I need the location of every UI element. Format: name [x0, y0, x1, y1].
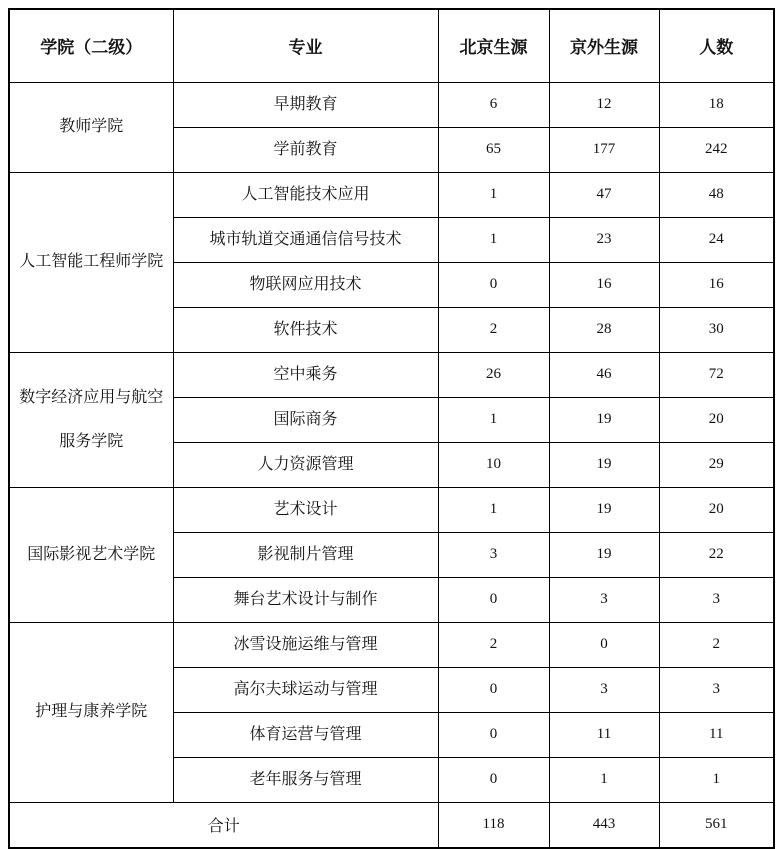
total-count-cell: 20 — [659, 397, 774, 442]
header-college: 学院（二级） — [9, 9, 173, 82]
non-beijing-count-cell: 28 — [549, 307, 659, 352]
non-beijing-count-cell: 19 — [549, 397, 659, 442]
beijing-count-cell: 0 — [438, 577, 549, 622]
total-count-cell: 3 — [659, 667, 774, 712]
non-beijing-count-cell: 1 — [549, 757, 659, 802]
header-row — [9, 9, 774, 82]
beijing-count-cell: 26 — [438, 352, 549, 397]
non-beijing-count-cell: 46 — [549, 352, 659, 397]
total-count-cell: 2 — [659, 622, 774, 667]
major-cell: 舞台艺术设计与制作 — [173, 577, 438, 622]
total-count-cell: 242 — [659, 127, 774, 172]
total-count-cell: 1 — [659, 757, 774, 802]
major-cell: 早期教育 — [173, 82, 438, 127]
major-cell: 人力资源管理 — [173, 442, 438, 487]
beijing-count-cell: 1 — [438, 397, 549, 442]
beijing-count-cell: 1 — [438, 217, 549, 262]
summary-total-cell: 561 — [659, 802, 774, 848]
non-beijing-count-cell: 16 — [549, 262, 659, 307]
summary-label-cell: 合计 — [9, 802, 438, 848]
summary-beijing-cell: 118 — [438, 802, 549, 848]
total-count-cell: 24 — [659, 217, 774, 262]
total-count-cell: 3 — [659, 577, 774, 622]
header-non-beijing-source: 京外生源 — [549, 9, 659, 82]
major-cell: 影视制片管理 — [173, 532, 438, 577]
beijing-count-cell: 1 — [438, 487, 549, 532]
summary-row — [9, 802, 774, 848]
major-cell: 软件技术 — [173, 307, 438, 352]
major-cell: 艺术设计 — [173, 487, 438, 532]
college-cell: 教师学院 — [9, 82, 173, 172]
major-cell: 老年服务与管理 — [173, 757, 438, 802]
enrollment-table — [8, 8, 775, 849]
major-cell: 学前教育 — [173, 127, 438, 172]
major-cell: 冰雪设施运维与管理 — [173, 622, 438, 667]
table-body — [9, 82, 774, 848]
beijing-count-cell: 10 — [438, 442, 549, 487]
total-count-cell: 48 — [659, 172, 774, 217]
major-cell: 人工智能技术应用 — [173, 172, 438, 217]
major-cell: 国际商务 — [173, 397, 438, 442]
total-count-cell: 30 — [659, 307, 774, 352]
beijing-count-cell: 65 — [438, 127, 549, 172]
total-count-cell: 72 — [659, 352, 774, 397]
total-count-cell: 16 — [659, 262, 774, 307]
non-beijing-count-cell: 19 — [549, 442, 659, 487]
non-beijing-count-cell: 177 — [549, 127, 659, 172]
table-row — [9, 622, 774, 667]
table-row — [9, 487, 774, 532]
college-cell: 人工智能工程师学院 — [9, 172, 173, 352]
header-total: 人数 — [659, 9, 774, 82]
non-beijing-count-cell: 47 — [549, 172, 659, 217]
total-count-cell: 18 — [659, 82, 774, 127]
total-count-cell: 11 — [659, 712, 774, 757]
beijing-count-cell: 2 — [438, 307, 549, 352]
college-cell: 数字经济应用与航空服务学院 — [9, 352, 173, 487]
beijing-count-cell: 2 — [438, 622, 549, 667]
non-beijing-count-cell: 12 — [549, 82, 659, 127]
major-cell: 城市轨道交通通信信号技术 — [173, 217, 438, 262]
beijing-count-cell: 3 — [438, 532, 549, 577]
beijing-count-cell: 0 — [438, 712, 549, 757]
total-count-cell: 29 — [659, 442, 774, 487]
non-beijing-count-cell: 3 — [549, 577, 659, 622]
beijing-count-cell: 0 — [438, 262, 549, 307]
beijing-count-cell: 0 — [438, 667, 549, 712]
header-beijing-source: 北京生源 — [438, 9, 549, 82]
non-beijing-count-cell: 19 — [549, 487, 659, 532]
non-beijing-count-cell: 3 — [549, 667, 659, 712]
non-beijing-count-cell: 23 — [549, 217, 659, 262]
non-beijing-count-cell: 19 — [549, 532, 659, 577]
non-beijing-count-cell: 11 — [549, 712, 659, 757]
header-major: 专业 — [173, 9, 438, 82]
total-count-cell: 22 — [659, 532, 774, 577]
beijing-count-cell: 1 — [438, 172, 549, 217]
major-cell: 物联网应用技术 — [173, 262, 438, 307]
non-beijing-count-cell: 0 — [549, 622, 659, 667]
table-row — [9, 352, 774, 397]
college-cell: 国际影视艺术学院 — [9, 487, 173, 622]
beijing-count-cell: 0 — [438, 757, 549, 802]
table-row — [9, 172, 774, 217]
college-cell: 护理与康养学院 — [9, 622, 173, 802]
summary-non-beijing-cell: 443 — [549, 802, 659, 848]
beijing-count-cell: 6 — [438, 82, 549, 127]
total-count-cell: 20 — [659, 487, 774, 532]
table-row — [9, 82, 774, 127]
major-cell: 高尔夫球运动与管理 — [173, 667, 438, 712]
major-cell: 空中乘务 — [173, 352, 438, 397]
major-cell: 体育运营与管理 — [173, 712, 438, 757]
